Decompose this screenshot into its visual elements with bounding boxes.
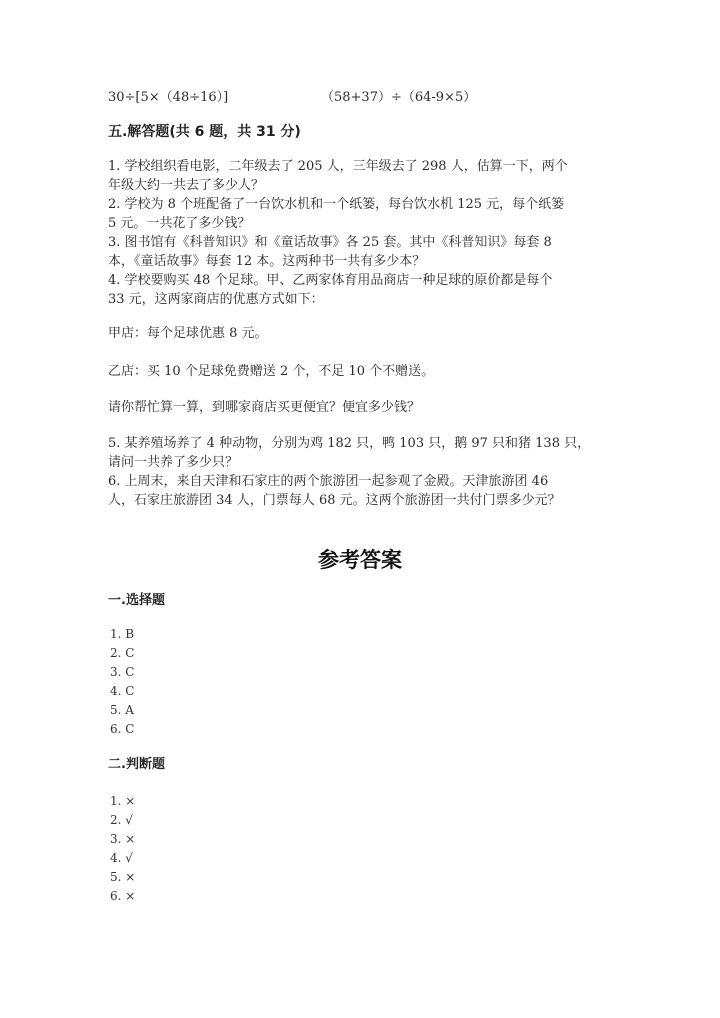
answer-item: 5. × bbox=[110, 870, 136, 884]
answer-item: 2. √ bbox=[110, 813, 133, 827]
question-line: 甲店：每个足球优惠 8 元。 bbox=[108, 326, 268, 341]
question-line: 33 元，这两家商店的优惠方式如下： bbox=[108, 292, 324, 307]
question-line: 2. 学校为 8 个班配备了一台饮水机和一个纸篓，每台饮水机 125 元，每个纸篓 bbox=[108, 197, 565, 212]
answer-item: 1. B bbox=[110, 627, 135, 641]
question-line: 5 元。一共花了多少钱？ bbox=[108, 216, 251, 231]
question-line: 5. 某养殖场养了 4 种动物，分别为鸡 182 只，鸭 103 只，鹅 97 只和猪 138 只， bbox=[108, 436, 591, 451]
expression-2: （58+37）÷（64-9×5） bbox=[321, 90, 477, 105]
answer-item: 2. C bbox=[110, 646, 135, 660]
question-line: 人，石家庄旅游团 34 人，门票每人 68 元。这两个旅游团一共付门票多少元？ bbox=[108, 493, 561, 508]
answer-item: 3. × bbox=[110, 832, 136, 846]
answer-item: 5. A bbox=[110, 703, 134, 717]
answer-item: 6. C bbox=[110, 722, 135, 736]
expression-1: 30÷[5×（48÷16）] bbox=[108, 90, 229, 105]
answers-title: 参考答案 bbox=[318, 548, 402, 572]
answer-item: 4. C bbox=[110, 684, 135, 698]
section-heading-solve: 五.解答题(共 6 题，共 31 分) bbox=[108, 124, 301, 140]
question-line: 6. 上周末，来自天津和石家庄的两个旅游团一起参观了金殿。天津旅游团 46 bbox=[108, 474, 549, 489]
question-line: 本，《童话故事》每套 12 本。这两种书一共有多少本？ bbox=[108, 254, 426, 269]
question-line: 请问一共养了多少只？ bbox=[108, 455, 239, 470]
answer-item: 3. C bbox=[110, 665, 135, 679]
question-line: 年级大约一共去了多少人？ bbox=[108, 178, 265, 193]
answer-item: 1. × bbox=[110, 794, 136, 808]
question-line: 1. 学校组织看电影，二年级去了 205 人，三年级去了 298 人，估算一下，两个 bbox=[108, 159, 568, 174]
answer-item: 4. √ bbox=[110, 851, 133, 865]
question-line: 3. 图书馆有《科普知识》和《童话故事》各 25 套。其中《科普知识》每套 8 bbox=[108, 235, 552, 250]
answers-heading-choice: 一.选择题 bbox=[108, 593, 165, 608]
question-line: 请你帮忙算一算，到哪家商店买更便宜？便宜多少钱？ bbox=[108, 400, 421, 415]
question-line: 4. 学校要购买 48 个足球。甲、乙两家体育用品商店一种足球的原价都是每个 bbox=[108, 273, 553, 288]
answers-heading-judge: 二.判断题 bbox=[108, 757, 165, 772]
question-line: 乙店：买 10 个足球免费赠送 2 个，不足 10 个不赠送。 bbox=[108, 364, 435, 379]
answer-item: 6. × bbox=[110, 889, 136, 903]
